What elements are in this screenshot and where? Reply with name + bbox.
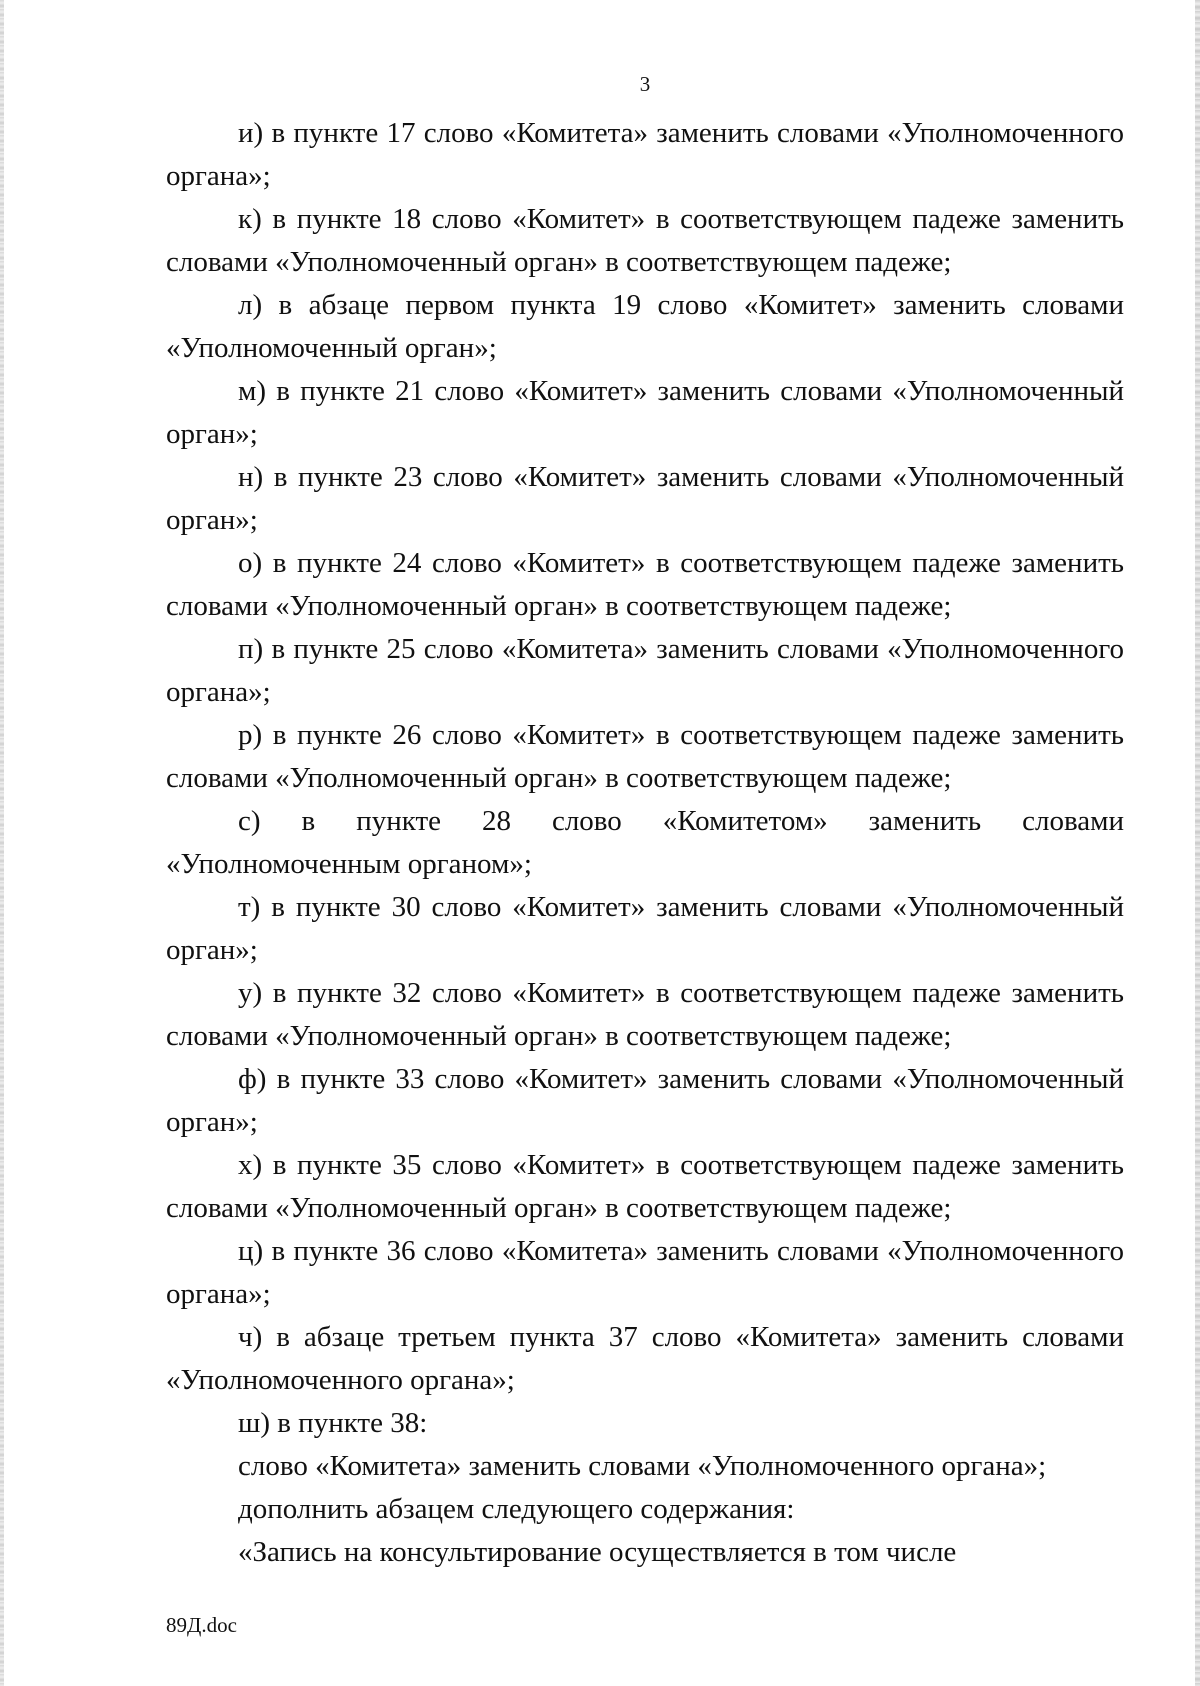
paragraph-i: и) в пункте 17 слово «Комитета» заменить словами «Уполномоченного органа»;	[166, 117, 1124, 192]
paragraph-f: ф) в пункте 33 слово «Комитет» заменить словами «Уполномоченный орган»;	[166, 1063, 1124, 1138]
paragraph-quote-start: «Запись на консультирование осуществляется в том числе	[238, 1536, 957, 1568]
paragraph-sh: ш) в пункте 38:	[238, 1407, 428, 1439]
paragraph-m: м) в пункте 21 слово «Комитет» заменить словами «Уполномоченный орган»;	[166, 375, 1124, 450]
scan-edge-left	[0, 0, 4, 1686]
document-body	[166, 112, 1124, 1574]
paragraph-ch: ч) в абзаце третьем пункта 37 слово «Комитета» заменить словами «Уполномоченного органа»;	[166, 1321, 1124, 1396]
paragraph-o: о) в пункте 24 слово «Комитет» в соответствующем падеже заменить словами «Уполномоченный орган» в соответствующем падеже;	[166, 547, 1124, 622]
paragraph-p: п) в пункте 25 слово «Комитета» заменить словами «Уполномоченного органа»;	[166, 633, 1124, 708]
paragraph-l: л) в абзаце первом пункта 19 слово «Комитет» заменить словами «Уполномоченный орган»;	[166, 289, 1124, 364]
page-number: 3	[639, 72, 651, 96]
paragraph-sh-item-1: слово «Комитета» заменить словами «Уполномоченного органа»;	[238, 1450, 1047, 1482]
scan-edge-right	[1195, 0, 1200, 1686]
paragraph-n: н) в пункте 23 слово «Комитет» заменить словами «Уполномоченный орган»;	[166, 461, 1124, 536]
paragraph-t: т) в пункте 30 слово «Комитет» заменить словами «Уполномоченный орган»;	[166, 891, 1124, 966]
paragraph-k: к) в пункте 18 слово «Комитет» в соответствующем падеже заменить словами «Уполномоченный орган» в соответствующем падеже;	[166, 203, 1124, 278]
paragraph-sh-item-2: дополнить абзацем следующего содержания:	[238, 1493, 795, 1525]
footer-filename: 89Д.doc	[166, 1613, 237, 1637]
paragraph-s: с) в пункте 28 слово «Комитетом» заменить словами «Уполномоченным органом»;	[166, 805, 1124, 880]
paragraph-r: р) в пункте 26 слово «Комитет» в соответствующем падеже заменить словами «Уполномоченный орган» в соответствующем падеже;	[166, 719, 1124, 794]
paragraph-u: у) в пункте 32 слово «Комитет» в соответствующем падеже заменить словами «Уполномоченный орган» в соответствующем падеже;	[166, 977, 1124, 1052]
paragraph-kh: х) в пункте 35 слово «Комитет» в соответствующем падеже заменить словами «Уполномоченный орган» в соответствующем падеже;	[166, 1149, 1124, 1224]
paragraph-ts: ц) в пункте 36 слово «Комитета» заменить словами «Уполномоченного органа»;	[166, 1235, 1124, 1310]
